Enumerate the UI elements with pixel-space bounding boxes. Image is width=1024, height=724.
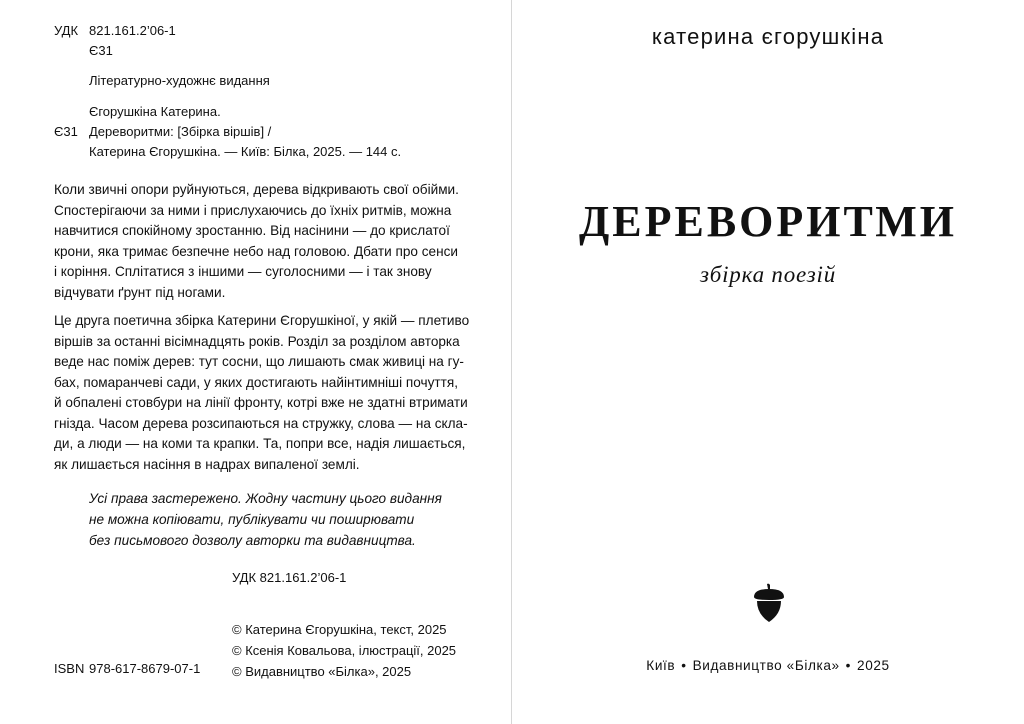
- udk-label: УДК: [54, 23, 79, 38]
- footer-separator: •: [681, 658, 687, 673]
- annotation-line: навчитися спокійному зростанню. Від насінини — до крислатої: [54, 223, 450, 238]
- title-page: [512, 0, 1024, 724]
- copyright-block: [232, 619, 456, 682]
- udk-code: 821.161.2’06-1: [89, 23, 176, 38]
- annotation-paragraph-1: [54, 180, 474, 303]
- annotation-line: і коріння. Сплітатися з іншими — суголосними — і так знову: [54, 264, 432, 279]
- udk-repeat: УДК 821.161.2’06-1: [232, 570, 347, 585]
- rights-line: не можна копіювати, публікувати чи поширювати: [89, 512, 415, 527]
- biblio-details: Катерина Єгорушкіна. — Київ: Білка, 2025. — 144 с.: [89, 144, 402, 159]
- imprint-page: [0, 0, 511, 724]
- annotation-line: як лишається насіння в надрах випаленої землі.: [54, 456, 360, 472]
- rights-notice: [89, 488, 479, 551]
- annotation-paragraph-2: [54, 311, 474, 475]
- book-title: ДЕРЕВОРИТМИ: [578, 197, 958, 246]
- biblio-title: Дереворитми: [Збірка віршів] /: [89, 124, 272, 139]
- copyright-line: © Ксенія Ковальова, ілюстрації, 2025: [232, 643, 457, 658]
- footer-city: Київ: [646, 658, 676, 673]
- annotation-line: Це друга поетична збірка Катерини Єгорушкіної, у якій — плетиво: [54, 313, 470, 328]
- rights-line: Усі права застережено. Жодну частину цього видання: [89, 491, 442, 506]
- author-name: катерина єгорушкіна: [651, 24, 885, 49]
- annotation-line: й обпалені стовбури на лінії фронту, котрі вже не здатні втримати: [54, 395, 468, 410]
- annotation-line: Коли звичні опори руйнуються, дерева відкривають свої обійми.: [54, 182, 459, 197]
- footer-separator: •: [845, 658, 852, 673]
- biblio-author: Єгорушкіна Катерина.: [89, 104, 221, 119]
- isbn-value: 978-617-8679-07-1: [89, 661, 201, 676]
- copyright-line: © Катерина Єгорушкіна, текст, 2025: [232, 622, 447, 637]
- annotation-line: ди, а люди — на коми та крапки. Та, попри все, надія лишається,: [54, 436, 466, 451]
- copyright-line: © Видавництво «Білка», 2025: [232, 664, 412, 679]
- annotation-line: гнізда. Часом дерева розсипаються на стружку, слова — на скла-: [54, 415, 468, 431]
- annotation-line: бах, помаранчеві сади, у яких достигають найінтимніші почуття,: [54, 374, 458, 390]
- publisher-footer: [512, 658, 1024, 673]
- footer-year: 2025: [857, 658, 890, 673]
- annotation-line: Спостерігаючи за ними і прислухаючись до їхніх ритмів, можна: [54, 202, 452, 218]
- rights-line: без письмового дозволу авторки та видавництва.: [89, 533, 416, 548]
- annotation-line: крони, яка тримає безпечне небо над головою. Дбати про сенси: [54, 243, 458, 259]
- isbn-label: ISBN: [54, 661, 85, 676]
- annotation-line: веде нас поміж дерев: тут сосни, що лишають смак живиці на гу-: [54, 354, 464, 369]
- annotation-line: віршів за останні вісімнадцять років. Розділ за розділом авторка: [54, 333, 460, 349]
- annotation-line: відчувати ґрунт під ногами.: [54, 284, 226, 300]
- biblio-mark: Є31: [54, 124, 78, 139]
- book-subtitle: збірка поезій: [699, 262, 837, 287]
- genre-label: Літературно-художнє видання: [89, 73, 270, 88]
- acorn-icon: [751, 583, 787, 623]
- author-mark: Є31: [89, 43, 113, 58]
- footer-publisher: Видавництво «Білка»: [692, 658, 840, 673]
